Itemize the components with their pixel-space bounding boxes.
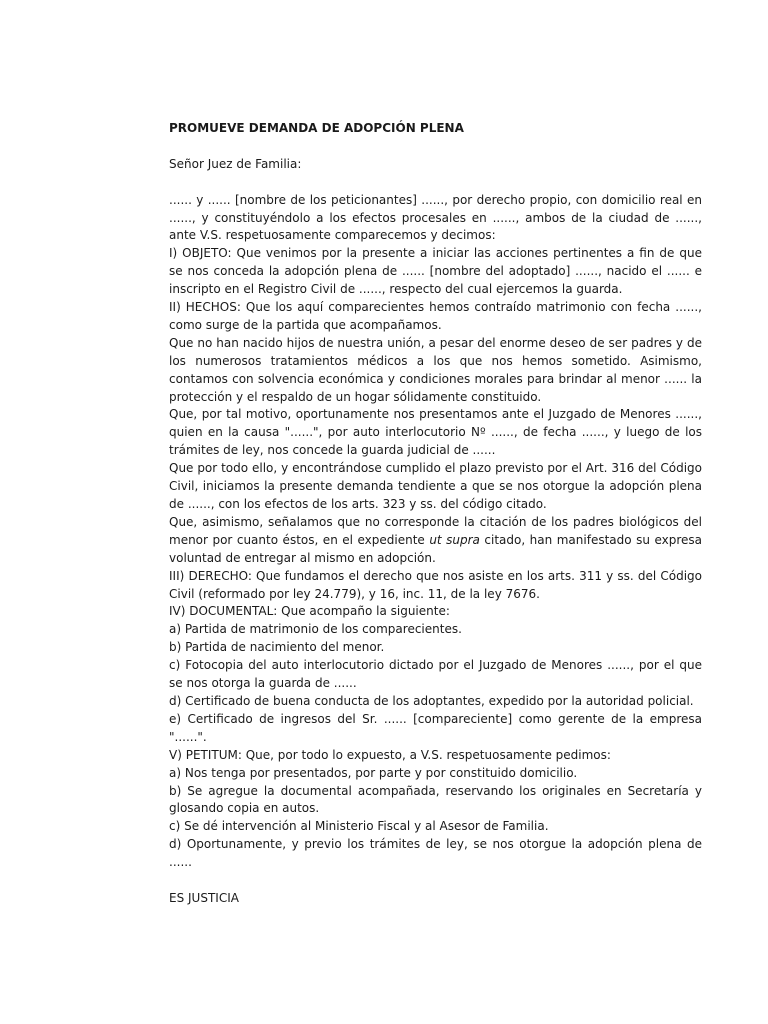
petitum-item-b: b) Se agregue la documental acompañada, reservando los originales en Secretaría y glosando copia en autos. [169, 783, 702, 816]
paragraph-hechos-2: Que no han nacido hijos de nuestra unión, a pesar del enorme deseo de ser padres y de los numerosos tratamientos médicos a los que nos hemos sometido. Asimismo, contamos con solvencia económica y condiciones morales para brindar al menor ...... la protección y el respaldo de un hogar sólidamente constituido. [169, 335, 702, 404]
documental-item-b: b) Partida de nacimiento del menor. [169, 640, 385, 655]
petitum-item-a: a) Nos tenga por presentados, por parte y por constituido domicilio. [169, 765, 578, 780]
document-page [169, 120, 702, 908]
petitum-item-d: d) Oportunamente, y previo los trámites de ley, se nos otorgue la adopción plena de ...... [169, 837, 702, 870]
paragraph-hechos-5-post: citado, han manifestado su expresa voluntad de entregar al mismo en adopción. [169, 532, 703, 565]
paragraph-documental: IV) DOCUMENTAL: Que acompaño la siguiente: [169, 604, 450, 619]
document-title: PROMUEVE DEMANDA DE ADOPCIÓN PLENA [169, 121, 464, 135]
paragraph-hechos-3: Que, por tal motivo, oportunamente nos presentamos ante el Juzgado de Menores ......, quien en la causa "......", por auto interlocutorio Nº ......, de fecha ......, y luego de los trámites de ley, nos concede la guarda judicial de ...... [169, 407, 702, 458]
paragraph-petitum: V) PETITUM: Que, por todo lo expuesto, a V.S. respetuosamente pedimos: [169, 747, 611, 762]
paragraph-hechos-5-pre: Que, asimismo, señalamos que no corresponde la citación de los padres biológicos del menor por cuanto éstos, en el expediente [169, 514, 702, 547]
paragraph-hechos-5 [169, 514, 702, 568]
documental-item-a: a) Partida de matrimonio de los comparecientes. [169, 622, 462, 637]
italic-ut-supra: ut supra [429, 532, 480, 547]
documental-item-d: d) Certificado de buena conducta de los adoptantes, expedido por la autoridad policial. [169, 693, 694, 708]
paragraph-derecho: III) DERECHO: Que fundamos el derecho que nos asiste en los arts. 311 y ss. del Código Civil (reformado por ley 24.779), y 16, inc. 11, de la ley 7676. [169, 568, 702, 601]
paragraph-objeto: I) OBJETO: Que venimos por la presente a iniciar las acciones pertinentes a fin de que se nos conceda la adopción plena de ...... [nombre del adoptado] ......, nacido el ...... e inscripto en el Registro Civil de ......, respecto del cual ejercemos la guarda. [169, 246, 702, 297]
petitum-item-c: c) Se dé intervención al Ministerio Fiscal y al Asesor de Familia. [169, 819, 549, 834]
salutation: Señor Juez de Familia: [169, 156, 302, 171]
closing: ES JUSTICIA [169, 890, 239, 905]
documental-item-e: e) Certificado de ingresos del Sr. ...... [compareciente] como gerente de la empresa "......". [169, 711, 702, 744]
paragraph-intro: ...... y ...... [nombre de los peticionantes] ......, por derecho propio, con domicilio real en ......, y constituyéndolo a los efectos procesales en ......, ambos de la ciudad de ......, ante V.S. respetuosamente comparecemos y decimos: [169, 192, 702, 243]
documental-item-c: c) Fotocopia del auto interlocutorio dictado por el Juzgado de Menores ......, por el que se nos otorga la guarda de ...... [169, 658, 702, 691]
paragraph-hechos-4: Que por todo ello, y encontrándose cumplido el plazo previsto por el Art. 316 del Código Civil, iniciamos la presente demanda tendiente a que se nos otorgue la adopción plena de ......, con los efectos de los arts. 323 y ss. del código citado. [169, 461, 702, 511]
paragraph-hechos: II) HECHOS: Que los aquí comparecientes hemos contraído matrimonio con fecha ......, como surge de la partida que acompañamos. [169, 300, 702, 332]
